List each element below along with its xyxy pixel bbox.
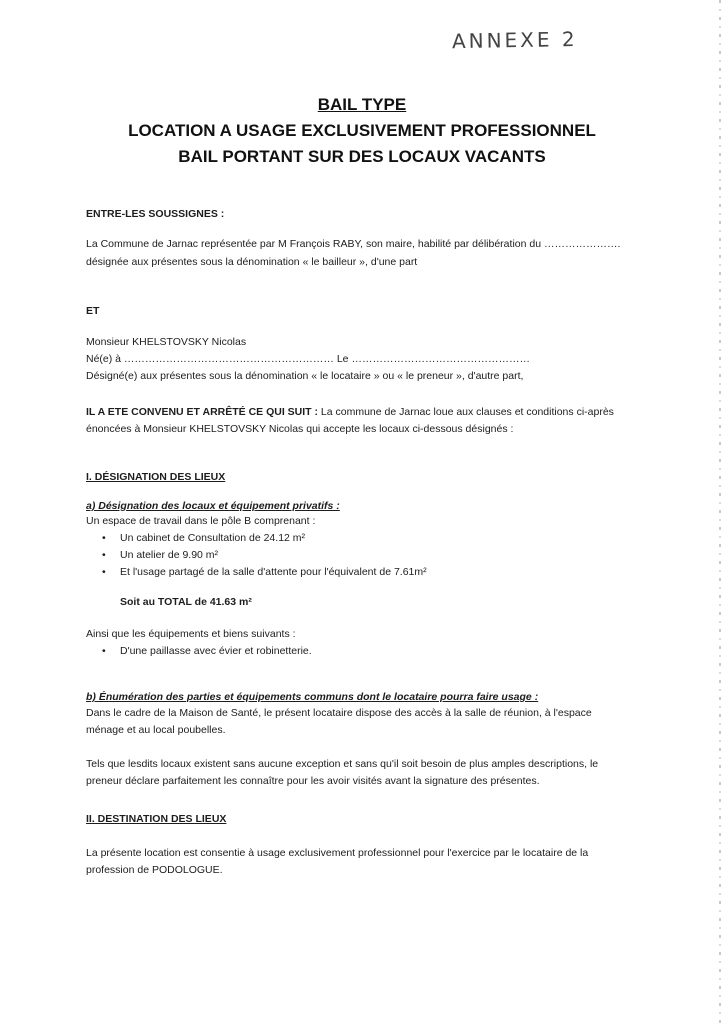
handwritten-annotation: ANNEXE 2 bbox=[451, 27, 578, 54]
equipements-list bbox=[102, 644, 662, 659]
destination-line-2: profession de PODOLOGUE. bbox=[86, 864, 223, 876]
locataire-birth: Né(e) à …………………………………………………… Le …………………………………………… bbox=[86, 353, 530, 365]
destination-line-1: La présente location est consentie à usage exclusivement professionnel pour l'exercice par le locataire de la bbox=[86, 847, 589, 859]
bullet-icon: • bbox=[102, 566, 106, 578]
document-subtitle-1: LOCATION A USAGE EXCLUSIVEMENT PROFESSIONNEL bbox=[128, 121, 596, 140]
locataire-designation: Désigné(e) aux présentes sous la dénomination « le locataire » ou « le preneur », d'autre part, bbox=[86, 370, 524, 382]
list-item: • Et l'usage partagé de la salle d'attente pour l'équivalent de 7.61m² bbox=[102, 566, 427, 578]
convention-line-1 bbox=[86, 405, 662, 420]
bailleur-line-2: désignée aux présentes sous la dénomination « le bailleur », d'une part bbox=[86, 256, 418, 268]
bullet-icon: • bbox=[102, 645, 106, 657]
list-item: • D'une paillasse avec évier et robinetterie. bbox=[102, 645, 312, 657]
locaux-list bbox=[102, 531, 662, 580]
section-1a-intro: Un espace de travail dans le pôle B comprenant : bbox=[86, 515, 316, 527]
convention-line-2: énoncées à Monsieur KHELSTOVSKY Nicolas qui accepte les locaux ci-dessous désignés : bbox=[86, 423, 514, 435]
list-item: • Un cabinet de Consultation de 24.12 m² bbox=[102, 532, 306, 544]
document-title: BAIL TYPE bbox=[317, 95, 407, 114]
list-item: • Un atelier de 9.90 m² bbox=[102, 549, 219, 561]
section-2-heading: II. DESTINATION DES LIEUX bbox=[86, 813, 227, 825]
convention-text-1: La commune de Jarnac loue aux clauses et conditions ci-après bbox=[318, 406, 614, 418]
tels-line-1: Tels que lesdits locaux existent sans aucune exception et sans qu'il soit besoin de plus amples descriptions, le bbox=[86, 758, 599, 770]
bailleur-line-1: La Commune de Jarnac représentée par M François RABY, son maire, habilité par délibération du …………………. bbox=[86, 238, 621, 250]
bullet-icon: • bbox=[102, 532, 106, 544]
communs-line-1: Dans le cadre de la Maison de Santé, le présent locataire dispose des accès à la salle de réunion, à l'espace bbox=[86, 707, 592, 719]
locataire-name: Monsieur KHELSTOVSKY Nicolas bbox=[86, 336, 247, 348]
surface-total: Soit au TOTAL de 41.63 m² bbox=[120, 596, 252, 608]
et-separator: ET bbox=[86, 305, 100, 317]
tels-line-2: preneur déclare parfaitement les connaître pour les avoir visités avant la signature des présentes. bbox=[86, 775, 540, 787]
equipements-intro: Ainsi que les équipements et biens suivants : bbox=[86, 628, 296, 640]
section-1a-heading: a) Désignation des locaux et équipement privatifs : bbox=[86, 500, 340, 512]
convention-lead: IL A ETE CONVENU ET ARRÊTÉ CE QUI SUIT : bbox=[86, 406, 318, 418]
document-header bbox=[0, 92, 724, 170]
section-1b-heading: b) Énumération des parties et équipements communs dont le locataire pourra faire usage : bbox=[86, 691, 539, 703]
communs-line-2: ménage et au local poubelles. bbox=[86, 724, 226, 736]
section-1-heading: I. DÉSIGNATION DES LIEUX bbox=[86, 471, 226, 483]
document-subtitle-2: BAIL PORTANT SUR DES LOCAUX VACANTS bbox=[178, 147, 546, 166]
parties-heading: ENTRE-LES SOUSSIGNES : bbox=[86, 208, 225, 220]
bullet-icon: • bbox=[102, 549, 106, 561]
